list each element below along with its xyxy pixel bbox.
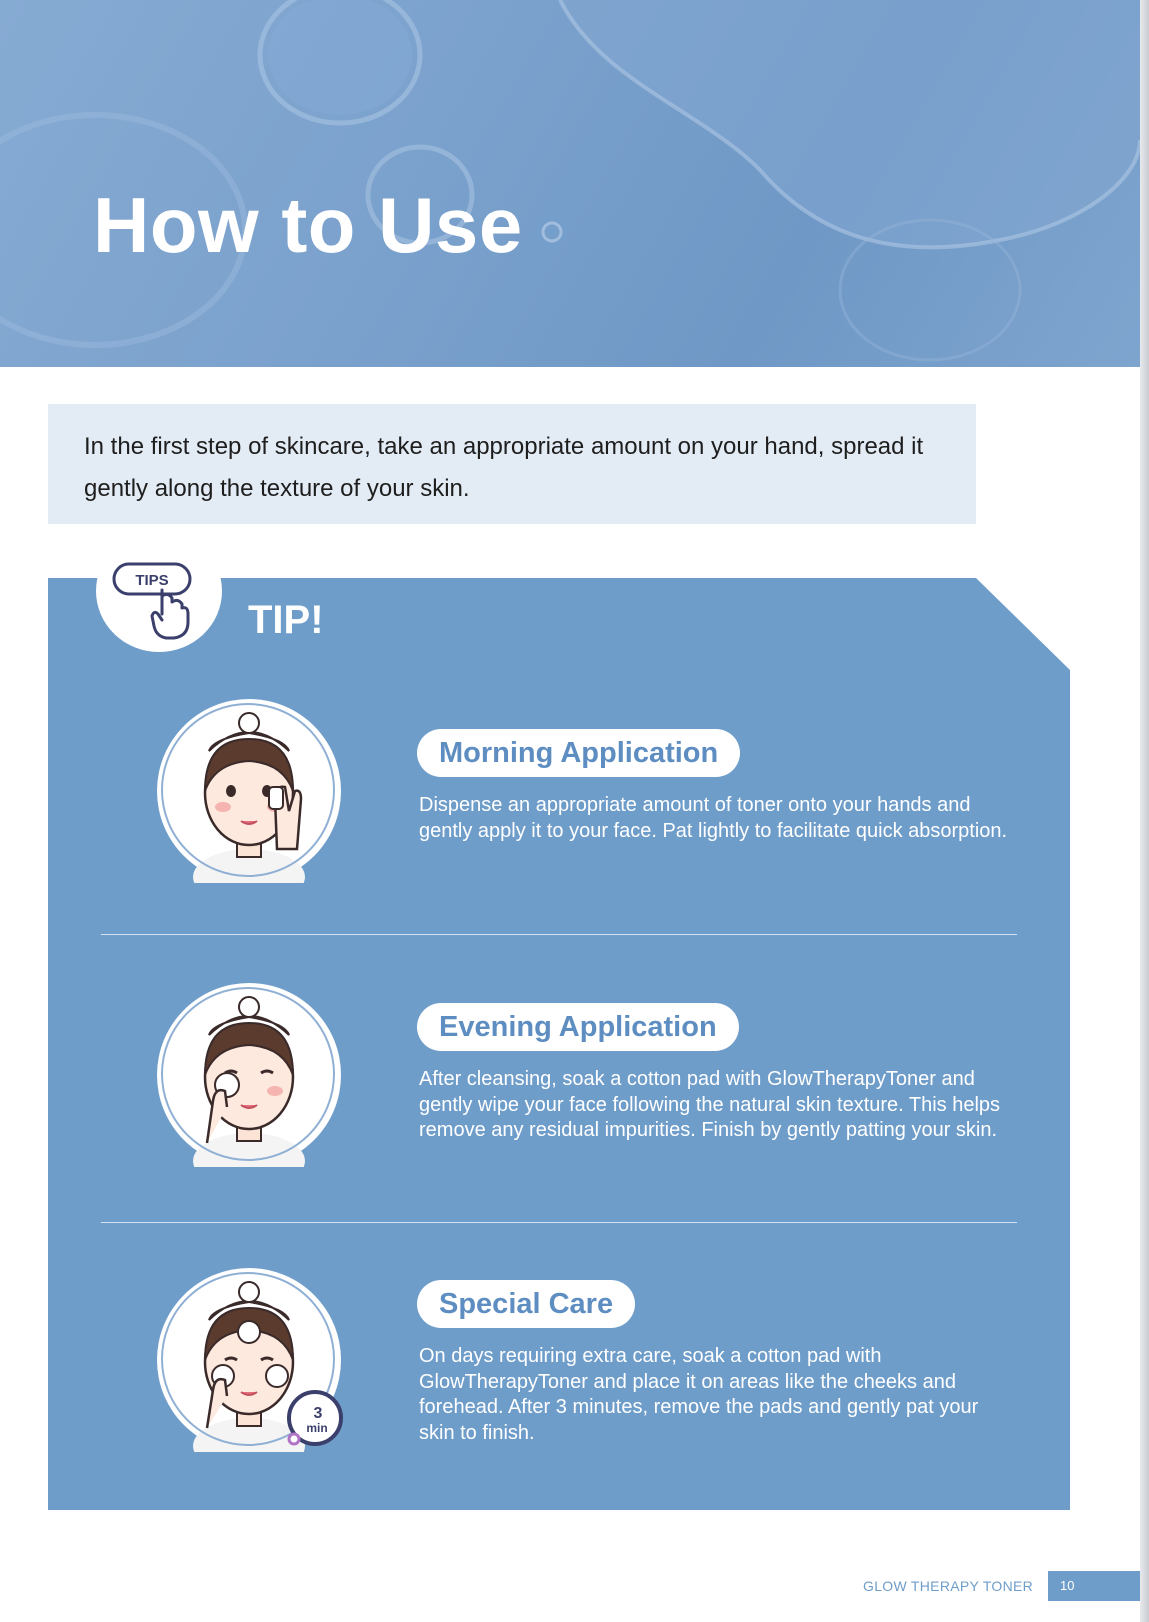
- timer-unit: min: [306, 1421, 328, 1435]
- intro-box: [48, 404, 976, 524]
- tips-hand-icon: [96, 530, 222, 652]
- page-edge-shadow: [1140, 0, 1149, 1622]
- morning-application-description: Dispense an appropriate amount of toner onto your hands and gently apply it to your face. Pat lightly to facilitate quick absorption.: [419, 794, 1008, 842]
- page-number: 10: [1060, 1578, 1075, 1593]
- special-care-title: Special Care: [417, 1280, 635, 1328]
- tips-badge: [96, 530, 222, 652]
- evening-face-illustration: [157, 983, 341, 1167]
- avatar-ring: [161, 987, 335, 1161]
- morning-application-title: Morning Application: [417, 729, 740, 777]
- footer-brand: GLOW THERAPY TONER: [863, 1578, 1034, 1594]
- timer-icon: [284, 1387, 346, 1449]
- special-care-face-illustration: [157, 1268, 341, 1452]
- evening-application-title: Evening Application: [417, 1003, 739, 1051]
- tips-badge-label: TIPS: [135, 572, 169, 589]
- section-divider: [101, 934, 1017, 935]
- avatar-ring: [161, 703, 335, 877]
- evening-application-description: After cleansing, soak a cotton pad with GlowTherapyToner and gently wipe your face following the natural skin texture. This helps remove any residual impurities. Finish by gently patting your skin.: [419, 1068, 1001, 1141]
- special-care-description: On days requiring extra care, soak a cotton pad with GlowTherapyToner and place it on areas like the cheeks and forehead. After 3 minutes, remove the pads and gently pat your skin to finish.: [419, 1345, 979, 1444]
- timer-number: 3: [313, 1405, 323, 1422]
- morning-face-illustration: [157, 699, 341, 883]
- tip-heading: TIP!: [248, 598, 324, 642]
- page-title: How to Use: [93, 181, 523, 269]
- page-number-box: [1048, 1571, 1140, 1601]
- header-banner: [0, 0, 1140, 367]
- intro-text: In the first step of skincare, take an appropriate amount on your hand, spread it gently along the texture of your skin.: [84, 433, 924, 502]
- section-divider: [101, 1222, 1017, 1223]
